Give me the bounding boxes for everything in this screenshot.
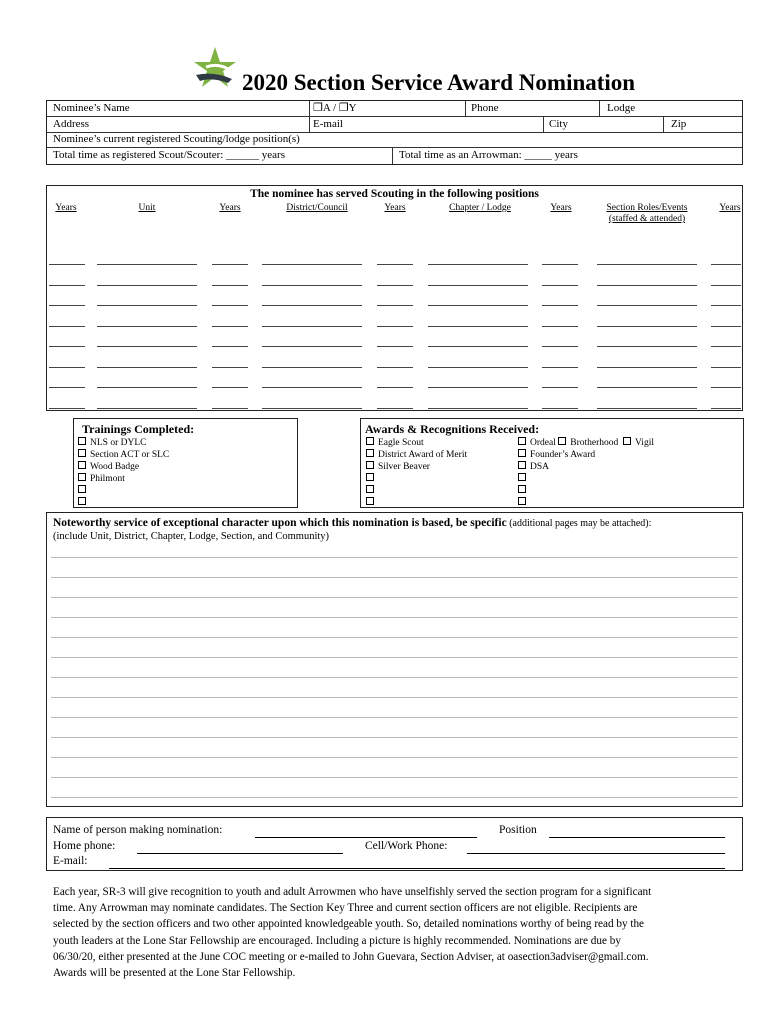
position-entry-line[interactable] <box>428 264 528 265</box>
checkbox-icon <box>78 437 86 445</box>
ruled-line <box>51 717 738 718</box>
position-entry-line[interactable] <box>428 326 528 327</box>
award-checkbox[interactable]: Silver Beaver <box>366 461 430 473</box>
position-entry-line[interactable] <box>97 264 197 265</box>
position-entry-line[interactable] <box>597 408 697 409</box>
checkbox-icon <box>366 473 374 481</box>
position-entry-line[interactable] <box>597 264 697 265</box>
position-entry-line[interactable] <box>711 346 741 347</box>
position-entry-line[interactable] <box>49 408 85 409</box>
training-checkbox[interactable]: NLS or DYLC <box>78 437 146 449</box>
gender-checkboxes[interactable]: ❐A / ❐Y <box>313 102 357 114</box>
ruled-line <box>51 777 738 778</box>
ruled-line <box>51 797 738 798</box>
position-entry-line[interactable] <box>97 285 197 286</box>
position-entry-line[interactable] <box>711 264 741 265</box>
star-logo-icon <box>192 45 238 91</box>
nominator-box <box>46 817 743 871</box>
ruled-line <box>51 757 738 758</box>
total-arrowman-time-field[interactable]: Total time as an Arrowman: _____ years <box>399 149 578 161</box>
paragraph-line: 06/30/20, either presented at the June COC meeting or e-mailed to John Guevara, Section Adviser, at oasection3adviser@gmail.com. <box>53 950 649 963</box>
city-field[interactable]: City <box>549 118 568 130</box>
checkbox-icon <box>78 473 86 481</box>
awards-title: Awards & Recognitions Received: <box>365 422 540 436</box>
nominator-position-field[interactable] <box>549 837 725 838</box>
checkbox-icon <box>558 437 566 445</box>
position-entry-line[interactable] <box>262 367 362 368</box>
checkbox-icon <box>623 437 631 445</box>
ruled-line <box>51 697 738 698</box>
checkbox-icon <box>366 461 374 469</box>
trainings-box <box>73 418 298 508</box>
award-checkbox[interactable] <box>518 497 530 509</box>
position-entry-line[interactable] <box>377 387 413 388</box>
position-entry-line[interactable] <box>711 326 741 327</box>
total-scout-time-field[interactable]: Total time as registered Scout/Scouter: ______ years <box>53 149 286 161</box>
position-entry-line[interactable] <box>212 346 248 347</box>
position-entry-line[interactable] <box>262 408 362 409</box>
position-entry-line[interactable] <box>597 326 697 327</box>
instructions-paragraph <box>53 884 743 981</box>
position-entry-line[interactable] <box>428 367 528 368</box>
column-subheader: (staffed & attended) <box>608 214 686 224</box>
paragraph-line: Awards will be presented at the Lone Star Fellowship. <box>53 967 296 980</box>
position-entry-line[interactable] <box>428 305 528 306</box>
nominator-position-label: Position <box>499 824 537 836</box>
position-entry-line[interactable] <box>542 367 578 368</box>
position-entry-line[interactable] <box>97 326 197 327</box>
positions-table <box>46 185 743 411</box>
position-entry-line[interactable] <box>49 346 85 347</box>
position-entry-line[interactable] <box>49 305 85 306</box>
position-entry-line[interactable] <box>428 346 528 347</box>
position-entry-line[interactable] <box>377 326 413 327</box>
position-entry-line[interactable] <box>711 387 741 388</box>
position-entry-line[interactable] <box>97 305 197 306</box>
column-header: Years <box>384 203 406 213</box>
paragraph-line: time. Any Arrowman may nominate candidates. The Section Key Three and current section officers are not eligible. Recipients are <box>53 902 638 915</box>
checkbox-icon <box>78 485 86 493</box>
position-entry-line[interactable] <box>711 305 741 306</box>
nominator-email-field[interactable] <box>109 868 725 869</box>
checkbox-icon <box>78 497 86 505</box>
ruled-line <box>51 557 738 558</box>
home-phone-label: Home phone: <box>53 840 116 852</box>
position-entry-line[interactable] <box>711 408 741 409</box>
column-header: Section Roles/Events <box>606 203 688 213</box>
position-entry-line[interactable] <box>49 326 85 327</box>
award-checkbox[interactable] <box>366 485 378 497</box>
position-entry-line[interactable] <box>212 305 248 306</box>
checkbox-icon <box>366 485 374 493</box>
nominator-name-label: Name of person making nomination: <box>53 824 223 836</box>
position-entry-line[interactable] <box>377 408 413 409</box>
ruled-line <box>51 617 738 618</box>
phone-field[interactable]: Phone <box>471 102 499 114</box>
ruled-line <box>51 637 738 638</box>
checkbox-icon <box>78 449 86 457</box>
checkbox-icon <box>518 497 526 505</box>
checkbox-icon <box>518 461 526 469</box>
address-field[interactable]: Address <box>53 118 90 130</box>
trainings-title: Trainings Completed: <box>82 422 195 436</box>
awards-box <box>360 418 744 508</box>
position-entry-line[interactable] <box>49 264 85 265</box>
position-entry-line[interactable] <box>262 387 362 388</box>
position-entry-line[interactable] <box>49 285 85 286</box>
position-field[interactable]: Nominee’s current registered Scouting/lodge position(s) <box>53 133 300 145</box>
position-entry-line[interactable] <box>542 305 578 306</box>
training-checkbox[interactable] <box>78 485 90 497</box>
award-checkbox[interactable] <box>366 497 378 509</box>
nominee-info-table <box>46 100 743 165</box>
position-entry-line[interactable] <box>212 285 248 286</box>
position-entry-line[interactable] <box>597 387 697 388</box>
position-entry-line[interactable] <box>711 367 741 368</box>
position-entry-line[interactable] <box>428 408 528 409</box>
paragraph-line: Each year, SR-3 will give recognition to youth and adult Arrowmen who have unselfishly served the section program for a significant <box>53 886 652 898</box>
position-entry-line[interactable] <box>377 264 413 265</box>
ruled-line <box>51 657 738 658</box>
nominee-name-field[interactable]: Nominee’s Name <box>53 102 130 114</box>
home-phone-field[interactable] <box>137 853 343 854</box>
position-entry-line[interactable] <box>212 387 248 388</box>
position-entry-line[interactable] <box>49 387 85 388</box>
ruled-line <box>51 577 738 578</box>
column-header: Years <box>719 203 741 213</box>
position-entry-line[interactable] <box>212 408 248 409</box>
training-checkbox[interactable]: Philmont <box>78 473 125 485</box>
lodge-field[interactable]: Lodge <box>607 102 636 114</box>
training-checkbox[interactable]: Wood Badge <box>78 461 139 473</box>
position-entry-line[interactable] <box>542 408 578 409</box>
column-header: Years <box>550 203 572 213</box>
position-entry-line[interactable] <box>542 285 578 286</box>
paragraph-line: selected by the section officers and two other appointed knowledgeable youth. So, detailed nominations worthy of being read by the <box>53 918 645 931</box>
checkbox-icon <box>78 461 86 469</box>
checkbox-icon <box>518 473 526 481</box>
position-entry-line[interactable] <box>212 326 248 327</box>
cell-phone-label: Cell/Work Phone: <box>365 840 448 852</box>
position-entry-line[interactable] <box>377 346 413 347</box>
noteworthy-heading: Noteworthy service of exceptional character upon which this nomination is based, be specific (additional pages may be attached): <box>53 517 652 529</box>
zip-field[interactable]: Zip <box>671 118 687 130</box>
award-checkbox[interactable] <box>366 473 378 485</box>
checkbox-icon <box>518 437 526 445</box>
column-header: Chapter / Lodge <box>449 203 511 213</box>
award-checkbox[interactable]: District Award of Merit <box>366 449 467 461</box>
position-entry-line[interactable] <box>377 285 413 286</box>
position-entry-line[interactable] <box>377 367 413 368</box>
award-checkbox[interactable]: DSA <box>518 461 549 473</box>
position-entry-line[interactable] <box>262 305 362 306</box>
checkbox-icon <box>366 437 374 445</box>
position-entry-line[interactable] <box>262 285 362 286</box>
column-header: District/Council <box>286 203 348 213</box>
email-field[interactable]: E-mail <box>313 118 343 130</box>
checkbox-icon <box>366 449 374 457</box>
checkbox-icon <box>518 485 526 493</box>
award-checkbox[interactable] <box>518 485 530 497</box>
training-checkbox[interactable] <box>78 497 90 509</box>
position-entry-line[interactable] <box>49 367 85 368</box>
ruled-line <box>51 677 738 678</box>
award-checkbox[interactable] <box>518 473 530 485</box>
column-header: Unit <box>138 203 156 213</box>
column-header: Years <box>55 203 77 213</box>
ruled-line <box>51 597 738 598</box>
noteworthy-service-box[interactable] <box>46 512 743 807</box>
position-entry-line[interactable] <box>542 264 578 265</box>
position-entry-line[interactable] <box>597 285 697 286</box>
page-title: 2020 Section Service Award Nomination <box>242 70 636 95</box>
noteworthy-subheading: (include Unit, District, Chapter, Lodge, Section, and Community) <box>53 531 330 542</box>
award-checkbox[interactable]: Eagle Scout <box>366 437 424 449</box>
training-checkbox[interactable]: Section ACT or SLC <box>78 449 169 461</box>
positions-title: The nominee has served Scouting in the following positions <box>250 188 539 200</box>
position-entry-line[interactable] <box>428 285 528 286</box>
cell-phone-field[interactable] <box>467 853 725 854</box>
position-entry-line[interactable] <box>542 387 578 388</box>
position-entry-line[interactable] <box>212 264 248 265</box>
checkbox-icon <box>366 497 374 505</box>
position-entry-line[interactable] <box>377 305 413 306</box>
position-entry-line[interactable] <box>542 326 578 327</box>
position-entry-line[interactable] <box>428 387 528 388</box>
checkbox-icon <box>518 449 526 457</box>
position-entry-line[interactable] <box>97 408 197 409</box>
position-entry-line[interactable] <box>597 367 697 368</box>
position-entry-line[interactable] <box>711 285 741 286</box>
position-entry-line[interactable] <box>97 367 197 368</box>
position-entry-line[interactable] <box>597 346 697 347</box>
position-entry-line[interactable] <box>542 346 578 347</box>
position-entry-line[interactable] <box>262 264 362 265</box>
position-entry-line[interactable] <box>97 387 197 388</box>
award-checkbox[interactable]: Ordeal Brotherhood Vigil <box>518 437 654 449</box>
paragraph-line: youth leaders at the Lone Star Fellowship are encouraged. Including a picture is highly recommended. Nominations are due by <box>53 934 621 947</box>
position-entry-line[interactable] <box>212 367 248 368</box>
award-checkbox[interactable]: Founder’s Award <box>518 449 595 461</box>
ruled-line <box>51 737 738 738</box>
position-entry-line[interactable] <box>262 346 362 347</box>
position-entry-line[interactable] <box>597 305 697 306</box>
nominator-name-field[interactable] <box>255 837 477 838</box>
column-header: Years <box>219 203 241 213</box>
nominator-email-label: E-mail: <box>53 855 88 867</box>
position-entry-line[interactable] <box>262 326 362 327</box>
position-entry-line[interactable] <box>97 346 197 347</box>
